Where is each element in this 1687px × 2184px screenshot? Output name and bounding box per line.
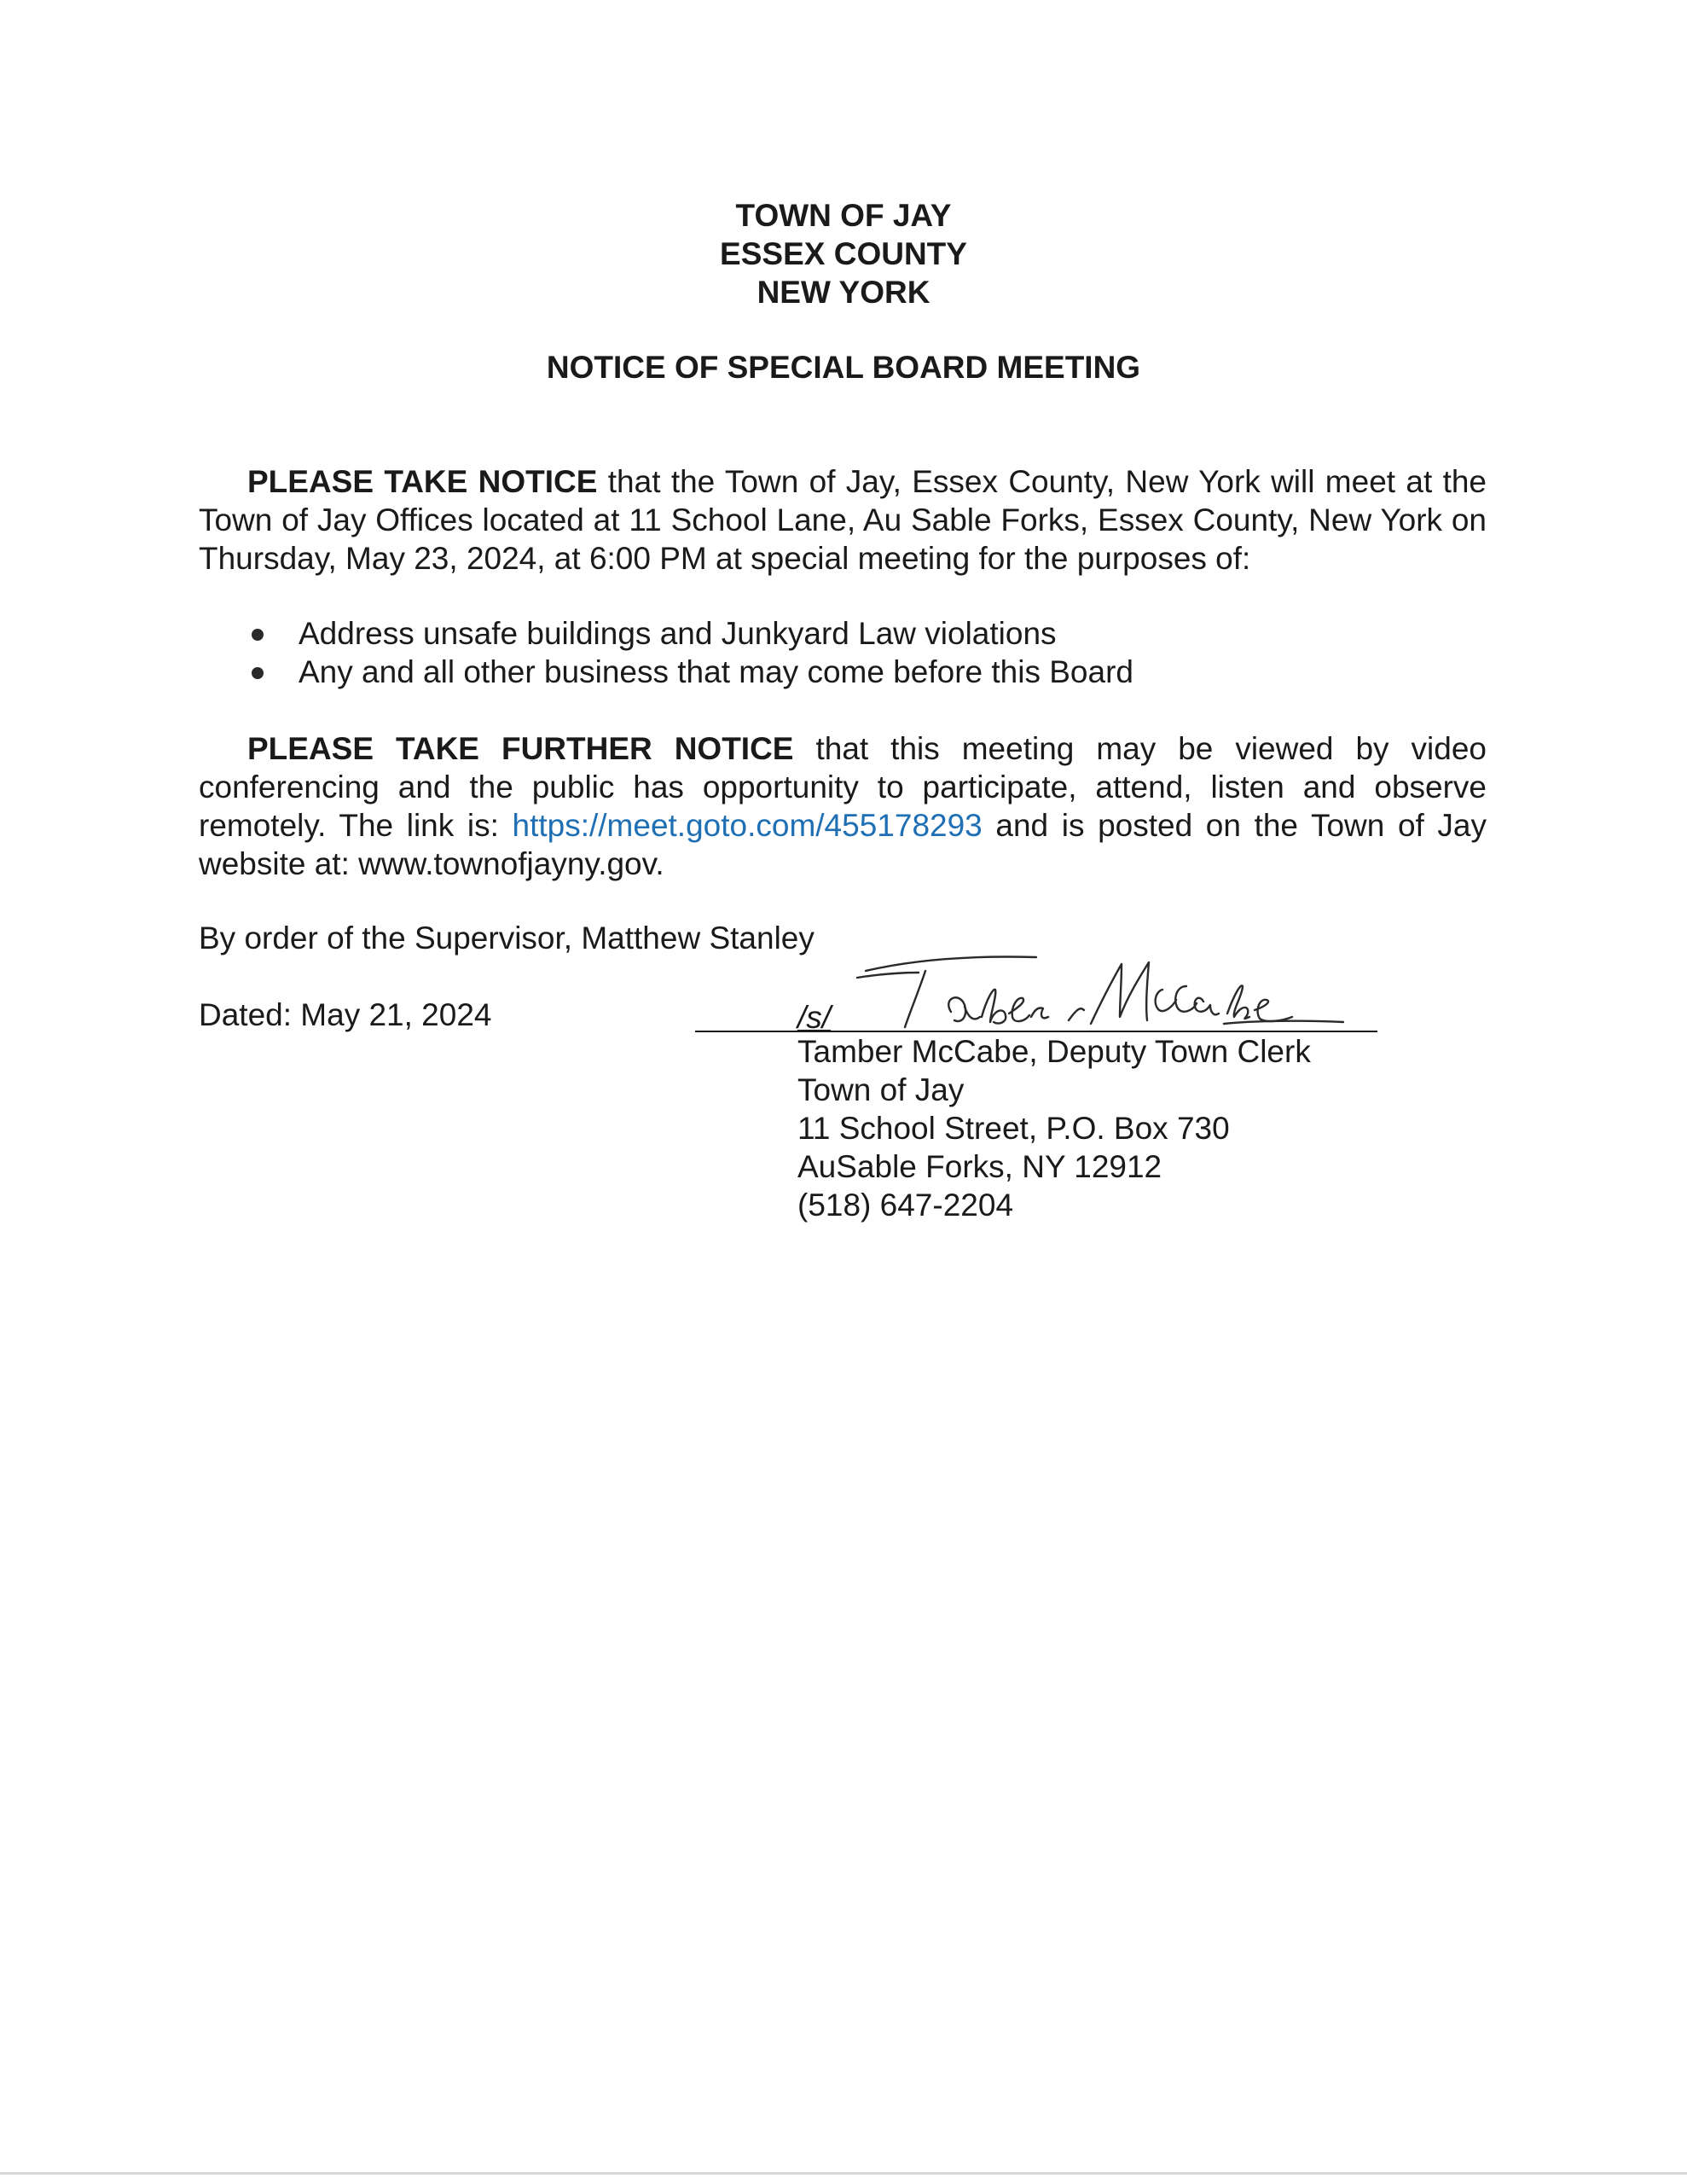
list-item (252, 653, 1480, 691)
notice-paragraph (199, 462, 1487, 578)
further-notice-tail: and is posted on the Town of Jay website at: www.townofjayny.gov. (199, 808, 1487, 881)
bullet-icon (252, 667, 264, 679)
further-notice-lead: PLEASE TAKE FURTHER NOTICE (247, 731, 794, 766)
purpose-text: Address unsafe buildings and Junkyard Law violations (299, 616, 1057, 651)
purpose-text: Any and all other business that may come before this Board (299, 654, 1133, 689)
clerk-street: 11 School Street, P.O. Box 730 (797, 1111, 1230, 1146)
header-county: ESSEX COUNTY (720, 236, 967, 271)
meeting-link[interactable]: https://meet.goto.com/455178293 (512, 808, 983, 843)
dated-line: Dated: May 21, 2024 (199, 997, 492, 1032)
purposes-list (252, 614, 1480, 691)
bullet-icon (252, 629, 264, 641)
notice-lead: PLEASE TAKE NOTICE (247, 464, 598, 499)
list-item (252, 614, 1480, 653)
further-notice-body: that this meeting may be viewed by video conferencing and the public has opportunity to participate, attend, listen and observe remotely. The link is: (199, 731, 1487, 843)
clerk-city: AuSable Forks, NY 12912 (797, 1149, 1162, 1184)
order-line: By order of the Supervisor, Matthew Stanley (199, 921, 815, 956)
handwritten-signature (695, 938, 1377, 1032)
signature-slash-s: /s/ (797, 1000, 832, 1035)
header-town: TOWN OF JAY (735, 198, 952, 233)
header-state: NEW YORK (757, 275, 930, 310)
further-notice-paragraph (199, 729, 1487, 883)
clerk-block (797, 1032, 1311, 1224)
clerk-name-title: Tamber McCabe, Deputy Town Clerk (797, 1034, 1311, 1069)
clerk-phone: (518) 647-2204 (797, 1188, 1014, 1223)
notice-body: that the Town of Jay, Essex County, New York will meet at the Town of Jay Offices located at 11 School Lane, Au Sable Forks, Essex County, New York on Thursday, May 23, 2024, at 6:00 PM at special meeting for the purposes of: (199, 464, 1487, 576)
scan-edge-divider (0, 2172, 1687, 2175)
notice-title: NOTICE OF SPECIAL BOARD MEETING (546, 350, 1141, 385)
clerk-office: Town of Jay (797, 1072, 965, 1107)
signature-area (695, 938, 1377, 1035)
